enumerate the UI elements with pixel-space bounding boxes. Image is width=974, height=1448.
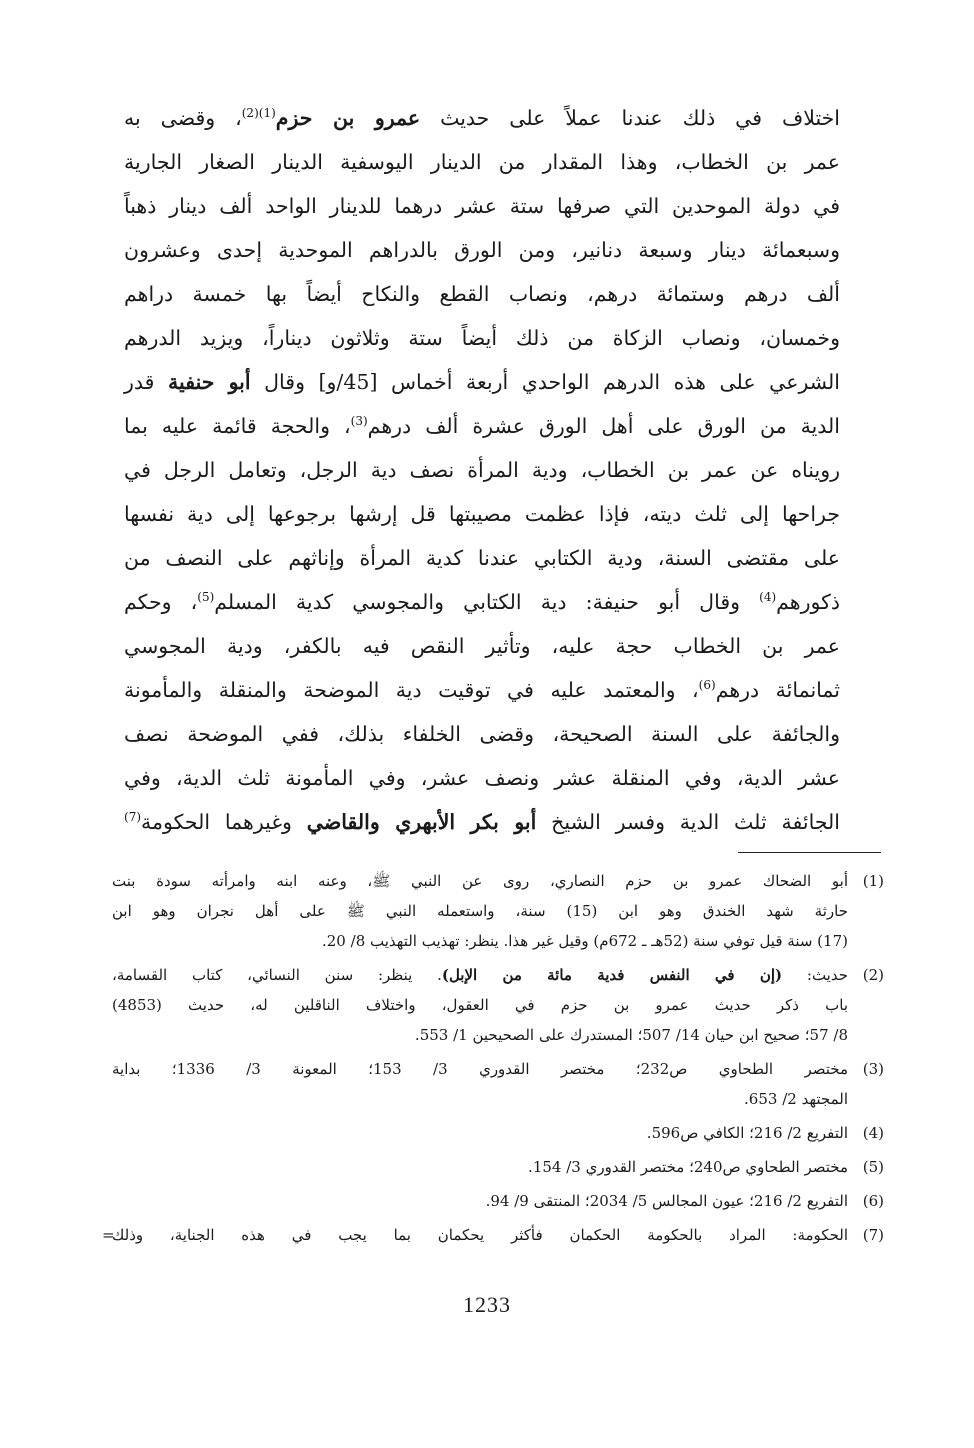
- main-text-line: عشر الدية، وفي المنقلة عشر ونصف عشر، وفي المأمونة ثلث الدية، وفي: [124, 766, 840, 790]
- footnote-number: (2): [862, 966, 884, 984]
- footnote-ref[interactable]: (4): [759, 590, 777, 604]
- footnote: [112, 960, 884, 1050]
- footnote: [112, 1118, 884, 1148]
- footnote-number: (6): [862, 1192, 884, 1210]
- footnote: [112, 1186, 884, 1216]
- footnotes-block: [102, 866, 884, 1254]
- footnote-ref[interactable]: (3): [350, 414, 368, 428]
- bold-name: عمرو بن حزم: [275, 106, 421, 130]
- footnote-line: مختصر الطحاوي ص240؛ مختصر القدوري 3/ 154.: [528, 1158, 848, 1176]
- footnote-number: (7): [862, 1226, 884, 1244]
- main-text-line: الدية من الورق على أهل الورق عشرة ألف درهم$^{(3)}$، والحجة قائمة عليه بما: [124, 414, 840, 438]
- footnote-line: باب ذكر حديث عمرو بن حزم في العقول، واختلاف الناقلين له، حديث (4853): [112, 996, 848, 1014]
- main-text-line: ألف درهم وستمائة درهم، ونصاب القطع والنكاح أيضاً بها خمسة دراهم: [124, 282, 840, 306]
- main-text-line: رويناه عن عمر بن الخطاب، ودية المرأة نصف دية الرجل، وتعامل الرجل في: [124, 458, 840, 482]
- main-text-line: والجائفة على السنة الصحيحة، وقضى الخلفاء بذلك، ففي الموضحة نصف: [124, 722, 840, 746]
- footnote-line: المجتهد 2/ 653.: [744, 1090, 848, 1108]
- footnote-number: (1): [862, 872, 884, 890]
- footnote-line: التفريع 2/ 216؛ الكافي ص596.: [646, 1124, 848, 1142]
- footnote-ref[interactable]: (7): [124, 810, 142, 824]
- main-text-line: الجائفة ثلث الدية وفسر الشيخ أبو بكر الأبهري والقاضي وغيرهما الحكومة$^{(7)}$: [124, 810, 840, 834]
- main-text-line: اختلاف في ذلك عندنا عملاً على حديث عمرو بن حزم$^{(1)(2)}$، وقضى به: [124, 106, 840, 130]
- footnote-ref[interactable]: (5): [197, 590, 215, 604]
- main-text-line: عمر بن الخطاب حجة عليه، وتأثير النقص فيه بالكفر، ودية المجوسي: [124, 634, 840, 658]
- bold-name: أبو بكر الأبهري والقاضي: [306, 810, 537, 834]
- footnote-line: حارثة شهد الخندق وهو ابن (15) سنة، واستعمله النبي ﷺ على أهل نجران وهو ابن: [112, 902, 848, 920]
- footnote-separator: [738, 852, 881, 853]
- main-text-line: في دولة الموحدين التي صرفها ستة عشر درهما للدينار الواحد ألف دينار ذهباً: [124, 194, 840, 218]
- footnote: [112, 1054, 884, 1114]
- bold-name: أبو حنفية: [168, 370, 251, 394]
- footnote-line: أبو الضحاك عمرو بن حزم النصاري، روى عن النبي ﷺ، وعنه ابنه وامرأته سودة بنت: [112, 872, 848, 890]
- main-text-line: وسبعمائة دينار وسبعة دنانير، ومن الورق بالدراهم الموحدية إحدى وعشرون: [124, 238, 840, 262]
- footnote-number: (3): [862, 1060, 884, 1078]
- main-text-line: ثمانمائة درهم$^{(6)}$، والمعتمد عليه في توقيت دية الموضحة والمنقلة والمأمونة: [124, 678, 840, 702]
- main-text-line: على مقتضى السنة، ودية الكتابي عندنا كدية المرأة وإناثهم على النصف من: [124, 546, 840, 570]
- page-number: 1233: [463, 1292, 511, 1317]
- main-text-line: وخمسان، ونصاب الزكاة من ذلك أيضاً ستة وثلاثون ديناراً، ويزيد الدرهم: [124, 326, 840, 350]
- footnote-line: مختصر الطحاوي ص232؛ مختصر القدوري 3/ 153؛ المعونة 3/ 1336؛ بداية: [112, 1060, 849, 1078]
- footnote-ref[interactable]: (1)(2): [241, 106, 276, 120]
- footnote-number: (4): [862, 1124, 884, 1142]
- footnote: [112, 1152, 884, 1182]
- footnote-number: (5): [862, 1158, 884, 1176]
- footnote-line: حديث: (إن في النفس فدية مائة من الإبل). ينظر: سنن النسائي، كتاب القسامة،: [112, 966, 848, 984]
- main-text-line: ذكورهم$^{(4)}$ وقال أبو حنيفة: دية الكتابي والمجوسي كدية المسلم$^{(5)}$، وحكم: [124, 590, 840, 614]
- continuation-mark: =: [102, 1226, 115, 1244]
- main-text-line: الشرعي على هذه الدرهم الواحدي أربعة أخماس [45/و] وقال أبو حنفية قدر: [124, 370, 840, 394]
- footnote-ref[interactable]: (6): [698, 678, 716, 692]
- bold-hadith: (إن في النفس فدية مائة من الإبل): [441, 966, 783, 984]
- footnote-line: (17) سنة قيل توفي سنة (52هـ ـ 672م) وقيل غير هذا. ينظر: تهذيب التهذيب 8/ 20.: [321, 932, 848, 950]
- footnote-line: 8/ 57؛ صحيح ابن حيان 14/ 507؛ المستدرك على الصحيحين 1/ 553.: [414, 1026, 848, 1044]
- main-text-block: [124, 96, 840, 844]
- main-text-line: جراحها إلى ثلث ديته، فإذا عظمت مصيبتها قل إرشها برجوعها إلى دية نفسها: [124, 502, 840, 526]
- footnote-line: الحكومة: المراد بالحكومة الحكمان فأكثر يحكمان بما يجب في هذه الجناية، وذلك: [112, 1226, 848, 1244]
- main-text-line: عمر بن الخطاب، وهذا المقدار من الدينار اليوسفية الدينار الصغار الجارية: [124, 150, 840, 174]
- footnote: [102, 1220, 884, 1250]
- footnote-line: التفريع 2/ 216؛ عيون المجالس 5/ 2034؛ المنتقى 9/ 94.: [485, 1192, 848, 1210]
- footnote: [112, 866, 884, 956]
